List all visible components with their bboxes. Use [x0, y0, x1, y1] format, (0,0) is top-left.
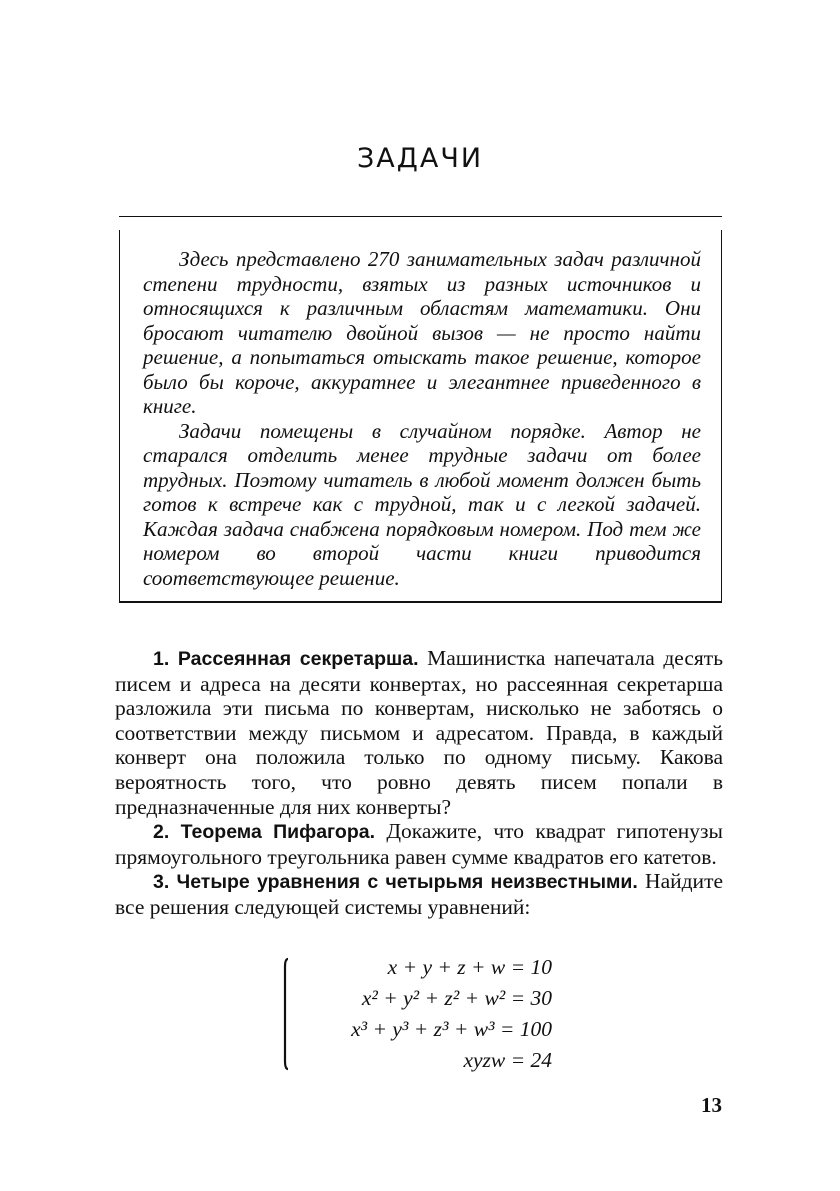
problem-title: 1. Рассеянная секретарша.	[153, 648, 419, 670]
intro-box	[119, 216, 722, 603]
problem-text: Найдите все решения следующей системы уравнений:	[115, 869, 724, 919]
equation: x² + y² + z² + w² = 30	[361, 986, 552, 1010]
intro-box-right-rule	[721, 230, 722, 603]
equation: x + y + z + w = 10	[387, 955, 552, 979]
equation: x³ + y³ + z³ + w³ = 100	[351, 1017, 552, 1041]
page-number: 13	[701, 1093, 722, 1117]
intro-paragraph: Здесь представлено 270 занимательных задач различной степени трудности, взятых из разных источников и относящихся к различным областям математики. Они бросают читателю двойной вызов — не просто найти решение, а попытаться отыскать такое решение, которое было бы короче, аккуратнее и элегантнее приведенного в книге.	[143, 247, 701, 418]
problem-title: 2. Теорема Пифагора.	[153, 821, 376, 844]
intro-box-top-rule	[119, 216, 722, 217]
equation-system	[282, 955, 562, 1075]
problem-text: Докажите, что квадрат гипотенузы прямоугольного треугольника равен сумме квадратов его катетов.	[115, 819, 723, 869]
equation: xyzw = 24	[463, 1048, 552, 1072]
problem-3	[115, 869, 723, 919]
problem-list	[115, 646, 723, 920]
problem-text: Машинистка напечатала десять писем и адреса на десяти конвертах, но рассеянная секретарша разложила эти письма по конвертам, нисколько не заботясь о соответствии между письмом и адресатом. Правда, в каждый конверт она положила только по одному письму. Какова вероятность того, что ровно девять писем попали в предназначенные для них конверты?	[115, 646, 724, 819]
intro-text	[143, 247, 701, 590]
problem-1	[115, 646, 723, 819]
problem-title: 3. Четыре уравнения с четырьмя неизвестными.	[153, 871, 638, 894]
intro-box-bottom-rule	[119, 601, 722, 603]
intro-box-left-rule	[119, 230, 120, 603]
page-title: ЗАДАЧИ	[356, 143, 484, 175]
problem-2	[115, 819, 723, 869]
system-brace	[282, 955, 296, 1073]
intro-paragraph: Задачи помещены в случайном порядке. Автор не старался отделить менее трудные задачи от более трудных. Поэтому читатель в любой момент должен быть готов к встрече как с трудной, так и с легкой задачей. Каждая задача снабжена порядковым номером. Под тем же номером во второй части книги приводится соответствующее решение.	[143, 418, 701, 590]
